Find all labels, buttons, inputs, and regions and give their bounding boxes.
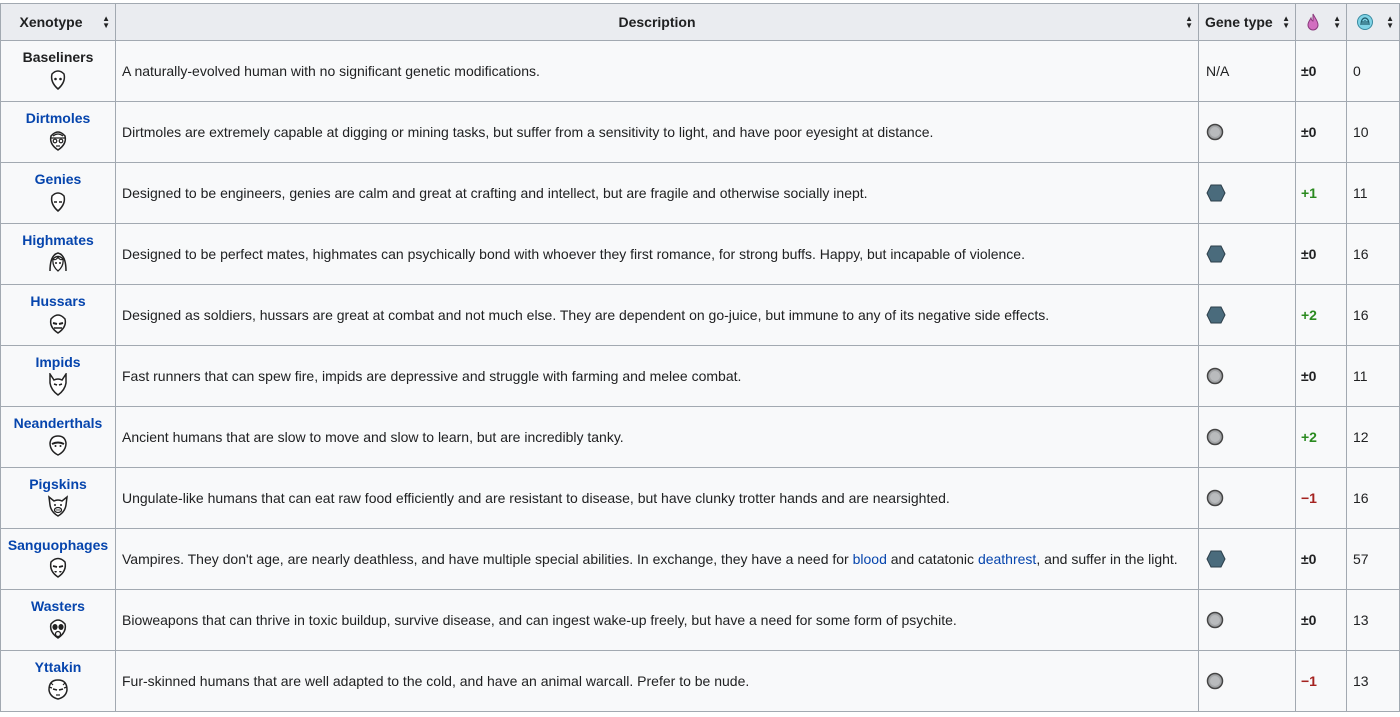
- description-text: Designed as soldiers, hussars are great at combat and not much else. They are dependent on go-juice, but immune to any of its negative side effects.: [122, 307, 1050, 323]
- table-row: [1, 102, 1400, 163]
- metabolism-cell: [1296, 407, 1347, 468]
- xenotype-cell: [1, 163, 116, 224]
- metabolism-cell: [1296, 590, 1347, 651]
- xenotype-cell: [1, 468, 116, 529]
- sort-icon[interactable]: ▲ ▼: [1333, 14, 1341, 30]
- xenotype-cell: [1, 224, 116, 285]
- xenotype-cell: [1, 590, 116, 651]
- description-text: Designed to be perfect mates, highmates can psychically bond with whoever they first romance, for strong buffs. Happy, but incapable of violence.: [122, 246, 1025, 262]
- description-cell: [116, 651, 1199, 712]
- complexity-cell: [1347, 468, 1400, 529]
- table-row: [1, 346, 1400, 407]
- xenotype-name[interactable]: Pigskins: [29, 475, 87, 492]
- xenotype-cell: [1, 651, 116, 712]
- complexity-cell: [1347, 102, 1400, 163]
- metabolism-value: ±0: [1301, 63, 1317, 79]
- description-cell: [116, 346, 1199, 407]
- complexity-value: 11: [1353, 368, 1368, 384]
- germline-gene-icon: [1206, 489, 1224, 507]
- xenotype-cell: [1, 41, 116, 102]
- xenogerm-gene-icon: [1206, 244, 1226, 264]
- metabolism-value: −1: [1301, 490, 1317, 506]
- table-row: [1, 651, 1400, 712]
- xenotype-cell: [1, 407, 116, 468]
- xenotype-table: [0, 3, 1400, 712]
- complexity-value: 11: [1353, 185, 1368, 201]
- xenotype-name[interactable]: Highmates: [22, 231, 94, 248]
- description-text: A naturally-evolved human with no significant genetic modifications.: [122, 63, 540, 79]
- metabolism-cell: [1296, 41, 1347, 102]
- sort-icon[interactable]: ▲ ▼: [1185, 14, 1193, 30]
- metabolism-cell: [1296, 529, 1347, 590]
- description-text: Vampires. They don't age, are nearly deathless, and have multiple special abilities. In exchange, they have a need for: [122, 551, 853, 567]
- neanderthal-face-icon: [47, 434, 69, 457]
- gene-type-cell: [1199, 590, 1296, 651]
- description-text: , and suffer in the light.: [1036, 551, 1178, 567]
- complexity-value: 13: [1353, 673, 1369, 689]
- description-cell: [116, 41, 1199, 102]
- table-row: [1, 468, 1400, 529]
- blood-link[interactable]: blood: [852, 551, 887, 567]
- germline-gene-icon: [1206, 123, 1224, 141]
- xenotype-cell: [1, 285, 116, 346]
- header-xenotype[interactable]: [1, 4, 116, 41]
- table-row: [1, 529, 1400, 590]
- metabolism-cell: [1296, 102, 1347, 163]
- description-cell: [116, 590, 1199, 651]
- xenotype-cell: [1, 529, 116, 590]
- highmate-face-icon: [47, 251, 69, 274]
- yttakin-face-icon: [47, 678, 69, 701]
- xenotype-name: Baseliners: [22, 48, 94, 65]
- gene-type-cell: [1199, 468, 1296, 529]
- dirtmole-face-icon: [47, 129, 69, 152]
- table-row: [1, 407, 1400, 468]
- metabolism-cell: [1296, 224, 1347, 285]
- genie-face-icon: [47, 190, 69, 213]
- header-row: [1, 4, 1400, 41]
- germline-gene-icon: [1206, 367, 1224, 385]
- sanguophage-face-icon: [47, 556, 69, 579]
- description-text: Fast runners that can spew fire, impids are depressive and struggle with farming and melee combat.: [122, 368, 742, 384]
- germline-gene-icon: [1206, 672, 1224, 690]
- complexity-value: 12: [1353, 429, 1369, 445]
- complexity-value: 57: [1353, 551, 1369, 567]
- complexity-cell: [1347, 41, 1400, 102]
- metabolism-value: ±0: [1301, 551, 1317, 567]
- metabolism-cell: [1296, 346, 1347, 407]
- table-row: [1, 163, 1400, 224]
- header-metabolism[interactable]: [1296, 4, 1347, 41]
- description-cell: [116, 285, 1199, 346]
- complexity-cell: [1347, 163, 1400, 224]
- pigskin-face-icon: [47, 495, 69, 518]
- gene-type-cell: [1199, 41, 1296, 102]
- waster-face-icon: [47, 617, 69, 640]
- xenotype-cell: [1, 346, 116, 407]
- header-gene-type[interactable]: [1199, 4, 1296, 41]
- header-gene-type-label: Gene type: [1205, 14, 1273, 30]
- header-description[interactable]: [116, 4, 1199, 41]
- complexity-cell: [1347, 285, 1400, 346]
- description-text: Dirtmoles are extremely capable at digging or mining tasks, but suffer from a sensitivity to light, and have poor eyesight at distance.: [122, 124, 934, 140]
- metabolism-value: ±0: [1301, 368, 1317, 384]
- xenotype-name[interactable]: Neanderthals: [13, 414, 103, 431]
- description-text: Ungulate-like humans that can eat raw food efficiently and are resistant to disease, but have clunky trotter hands and are nearsighted.: [122, 490, 950, 506]
- xenotype-cell: [1, 102, 116, 163]
- gene-type-cell: [1199, 651, 1296, 712]
- table-row: [1, 224, 1400, 285]
- metabolism-value: +1: [1301, 185, 1317, 201]
- sort-icon[interactable]: ▲ ▼: [102, 14, 110, 30]
- xenogerm-gene-icon: [1206, 549, 1226, 569]
- description-text: Fur-skinned humans that are well adapted to the cold, and have an animal warcall. Prefer to be nude.: [122, 673, 750, 689]
- complexity-value: 16: [1353, 490, 1369, 506]
- metabolism-value: ±0: [1301, 246, 1317, 262]
- description-cell: [116, 529, 1199, 590]
- header-xenotype-label: Xenotype: [19, 14, 83, 30]
- description-cell: [116, 102, 1199, 163]
- metabolic-efficiency-icon: [1306, 13, 1320, 31]
- complexity-cell: [1347, 651, 1400, 712]
- header-description-label: Description: [618, 14, 696, 30]
- complexity-icon: [1356, 13, 1374, 31]
- description-cell: [116, 468, 1199, 529]
- xenotype-name[interactable]: Impids: [35, 353, 81, 370]
- xenotype-name[interactable]: Hussars: [30, 292, 86, 309]
- impid-face-icon: [47, 373, 69, 396]
- complexity-value: 0: [1353, 63, 1361, 79]
- metabolism-value: ±0: [1301, 612, 1317, 628]
- description-text: Bioweapons that can thrive in toxic buildup, survive disease, and can ingest wake-up freely, but have a need for some form of psychite.: [122, 612, 957, 628]
- metabolism-cell: [1296, 285, 1347, 346]
- gene-type-cell: [1199, 529, 1296, 590]
- complexity-value: 16: [1353, 246, 1369, 262]
- sort-icon[interactable]: ▲ ▼: [1386, 14, 1394, 30]
- description-cell: [116, 407, 1199, 468]
- complexity-cell: [1347, 224, 1400, 285]
- gene-type-cell: [1199, 346, 1296, 407]
- sort-icon[interactable]: ▲ ▼: [1282, 14, 1290, 30]
- gene-type-cell: [1199, 407, 1296, 468]
- metabolism-value: +2: [1301, 429, 1317, 445]
- gene-type-cell: [1199, 285, 1296, 346]
- table-row: [1, 285, 1400, 346]
- gene-type-text: N/A: [1206, 63, 1230, 79]
- complexity-value: 16: [1353, 307, 1369, 323]
- metabolism-cell: [1296, 651, 1347, 712]
- table-row: [1, 590, 1400, 651]
- deathrest-link[interactable]: deathrest: [977, 551, 1037, 567]
- gene-type-cell: [1199, 163, 1296, 224]
- xenogerm-gene-icon: [1206, 183, 1226, 203]
- gene-type-cell: [1199, 224, 1296, 285]
- germline-gene-icon: [1206, 428, 1224, 446]
- gene-type-cell: [1199, 102, 1296, 163]
- hussar-face-icon: [47, 312, 69, 335]
- header-complexity[interactable]: [1347, 4, 1400, 41]
- complexity-value: 10: [1353, 124, 1369, 140]
- complexity-cell: [1347, 529, 1400, 590]
- xenotype-name[interactable]: Genies: [34, 170, 82, 187]
- description-cell: [116, 224, 1199, 285]
- metabolism-value: −1: [1301, 673, 1317, 689]
- complexity-value: 13: [1353, 612, 1369, 628]
- table-row: [1, 41, 1400, 102]
- xenotype-name[interactable]: Yttakin: [34, 658, 82, 675]
- complexity-cell: [1347, 346, 1400, 407]
- xenogerm-gene-icon: [1206, 305, 1226, 325]
- baseliner-face-icon: [47, 68, 69, 91]
- metabolism-cell: [1296, 468, 1347, 529]
- metabolism-value: +2: [1301, 307, 1317, 323]
- xenotype-name[interactable]: Dirtmoles: [25, 109, 91, 126]
- complexity-cell: [1347, 407, 1400, 468]
- metabolism-value: ±0: [1301, 124, 1317, 140]
- description-text: Designed to be engineers, genies are calm and great at crafting and intellect, but are fragile and otherwise socially inept.: [122, 185, 868, 201]
- metabolism-cell: [1296, 163, 1347, 224]
- description-text: and catatonic: [886, 551, 978, 567]
- complexity-cell: [1347, 590, 1400, 651]
- germline-gene-icon: [1206, 611, 1224, 629]
- xenotype-name[interactable]: Sanguophages: [7, 536, 109, 553]
- description-text: Ancient humans that are slow to move and slow to learn, but are incredibly tanky.: [122, 429, 624, 445]
- description-cell: [116, 163, 1199, 224]
- xenotype-name[interactable]: Wasters: [31, 597, 85, 614]
